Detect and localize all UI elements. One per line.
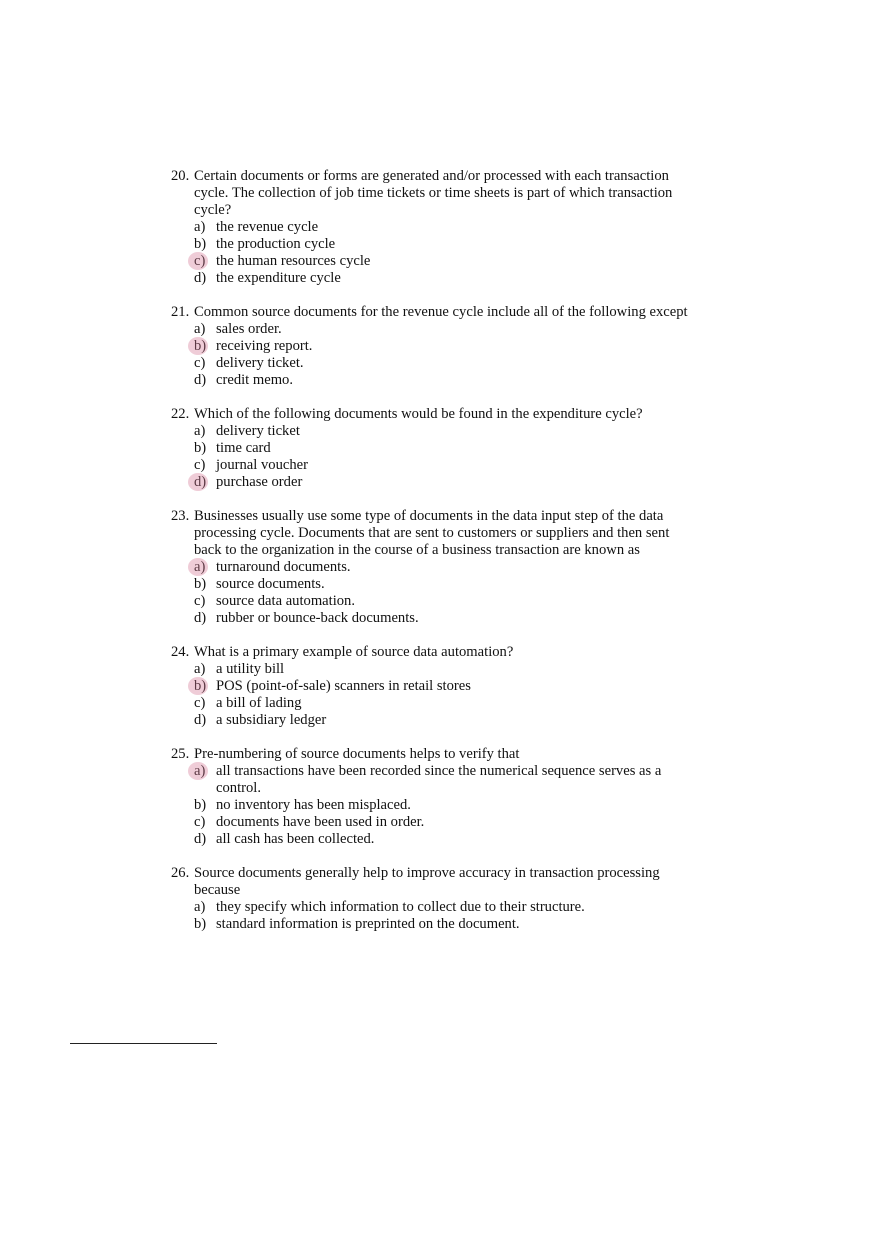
option-letter-text: a) [194,423,206,439]
answer-option-b [194,338,711,355]
option-letter-text: b) [194,440,207,456]
option-letter-text: c) [194,593,206,609]
option-letter-text: d) [194,270,207,286]
answer-option-c [194,355,711,372]
answer-option-b [194,440,711,457]
answer-options [171,899,711,933]
option-letter-text: b) [194,338,207,354]
question-stem-line [171,865,711,882]
option-letter-text: d) [194,474,207,490]
option-text: credit memo. [216,372,293,388]
option-letter-text: b) [194,797,207,813]
question-number: 26. [171,865,190,881]
option-letter-text: b) [194,678,207,694]
option-text: time card [216,440,271,456]
question-indent [171,202,194,219]
question-text: Common source documents for the revenue cycle include all of the following except [194,304,688,320]
answer-option-a [194,899,711,916]
question-indent [171,882,194,899]
option-letter-text: a) [194,219,206,235]
question-text: Which of the following documents would be found in the expenditure cycle? [194,406,643,422]
question-stem-line [171,406,711,423]
question-stem-line [171,644,711,661]
option-letter-text: a) [194,899,206,915]
option-letter-text: c) [194,695,206,711]
question-text: because [194,882,241,898]
option-text: no inventory has been misplaced. [216,797,411,813]
option-letter [194,372,216,389]
option-text: the expenditure cycle [216,270,341,286]
option-letter [194,661,216,678]
question-number: 23. [171,508,190,524]
option-letter [194,831,216,848]
option-text: the production cycle [216,236,336,252]
answer-option-a [194,780,711,797]
option-letter [194,610,216,627]
question-text: What is a primary example of source data automation? [194,644,514,660]
question-text: processing cycle. Documents that are sent to customers or suppliers and then sent [194,525,670,541]
option-text: sales order. [216,321,282,337]
question-stem-line [171,185,711,202]
answer-option-d [194,270,711,287]
option-letter [194,899,216,916]
question-number: 20. [171,168,190,184]
question-list [171,168,711,950]
option-text: source documents. [216,576,325,592]
question-stem-line [171,304,711,321]
option-text: a bill of lading [216,695,302,711]
answer-option-a [194,219,711,236]
question-24 [171,644,711,729]
question-25 [171,746,711,848]
question-22 [171,406,711,491]
answer-option-d [194,474,711,491]
option-letter-text: d) [194,372,207,388]
option-letter-text: a) [194,321,206,337]
option-letter-text: c) [194,253,206,269]
option-letter-text: d) [194,831,207,847]
option-text: documents have been used in order. [216,814,425,830]
option-letter [194,712,216,729]
option-text: standard information is preprinted on the document. [216,916,520,932]
answer-option-a [194,423,711,440]
question-number: 24. [171,644,190,660]
option-letter-text: b) [194,236,207,252]
option-letter [194,423,216,440]
option-text: delivery ticket. [216,355,304,371]
option-text: a utility bill [216,661,285,677]
option-text: delivery ticket [216,423,300,439]
answer-option-b [194,916,711,933]
answer-option-a [194,559,711,576]
answer-option-c [194,695,711,712]
option-letter [194,338,216,355]
answer-option-c [194,253,711,270]
option-letter [194,236,216,253]
option-letter [194,559,216,576]
question-text: Certain documents or forms are generated and/or processed with each transaction [194,168,669,184]
question-stem-line [171,542,711,559]
option-letter [194,355,216,372]
option-letter [194,916,216,933]
answer-option-a [194,661,711,678]
question-text: Pre-numbering of source documents helps to verify that [194,746,520,762]
option-text: a subsidiary ledger [216,712,327,728]
option-letter [194,695,216,712]
option-letter [194,270,216,287]
option-letter-text: c) [194,355,206,371]
answer-option-d [194,372,711,389]
option-text: rubber or bounce-back documents. [216,610,419,626]
option-text: purchase order [216,474,303,490]
option-letter-text: b) [194,916,207,932]
option-letter [194,576,216,593]
answer-option-b [194,797,711,814]
option-text: journal voucher [216,457,308,473]
option-letter [194,321,216,338]
answer-option-d [194,712,711,729]
option-text: source data automation. [216,593,355,609]
question-number: 21. [171,304,190,320]
answer-option-b [194,236,711,253]
question-number: 22. [171,406,190,422]
option-letter-text: a) [194,559,206,575]
option-letter [194,593,216,610]
option-text: they specify which information to collect due to their structure. [216,899,585,915]
question-stem-line [171,525,711,542]
question-26 [171,865,711,933]
option-text: turnaround documents. [216,559,351,575]
question-text: Source documents generally help to improve accuracy in transaction processing [194,865,660,881]
answer-option-c [194,814,711,831]
answer-option-b [194,576,711,593]
option-text: the revenue cycle [216,219,319,235]
question-indent [171,542,194,559]
question-number: 25. [171,746,190,762]
option-letter-text: a) [194,763,206,779]
answer-option-b [194,678,711,695]
question-stem-line [171,746,711,763]
option-letter-text: c) [194,457,206,473]
answer-options [171,559,711,627]
option-letter [194,474,216,491]
question-indent [171,185,194,202]
question-indent [171,525,194,542]
option-letter-text: d) [194,712,207,728]
option-letter-text: b) [194,576,207,592]
question-stem-line [171,168,711,185]
answer-options [171,423,711,491]
question-stem-line [171,508,711,525]
option-letter [194,440,216,457]
answer-options [171,321,711,389]
option-indent [194,780,216,797]
option-text: control. [216,780,261,796]
option-text: all cash has been collected. [216,831,375,847]
option-text: POS (point-of-sale) scanners in retail stores [216,678,471,694]
option-text: receiving report. [216,338,313,354]
answer-option-d [194,610,711,627]
footnote-separator [70,1043,217,1044]
question-21 [171,304,711,389]
question-text: Businesses usually use some type of documents in the data input step of the data [194,508,664,524]
question-23 [171,508,711,627]
option-letter-text: c) [194,814,206,830]
answer-option-c [194,457,711,474]
answer-options [171,219,711,287]
answer-options [171,661,711,729]
answer-option-a [194,763,711,780]
option-text: the human resources cycle [216,253,371,269]
option-letter [194,763,216,780]
answer-option-a [194,321,711,338]
option-letter [194,219,216,236]
answer-option-d [194,831,711,848]
option-letter [194,814,216,831]
option-letter [194,457,216,474]
option-letter [194,253,216,270]
question-text: cycle? [194,202,232,218]
option-letter [194,797,216,814]
answer-option-c [194,593,711,610]
option-letter-text: d) [194,610,207,626]
question-20 [171,168,711,287]
option-letter [194,678,216,695]
option-letter-text: a) [194,661,206,677]
question-text: back to the organization in the course of a business transaction are known as [194,542,640,558]
option-text: all transactions have been recorded since the numerical sequence serves as a [216,763,662,779]
question-stem-line [171,202,711,219]
question-text: cycle. The collection of job time tickets or time sheets is part of which transaction [194,185,673,201]
question-stem-line [171,882,711,899]
answer-options [171,763,711,848]
